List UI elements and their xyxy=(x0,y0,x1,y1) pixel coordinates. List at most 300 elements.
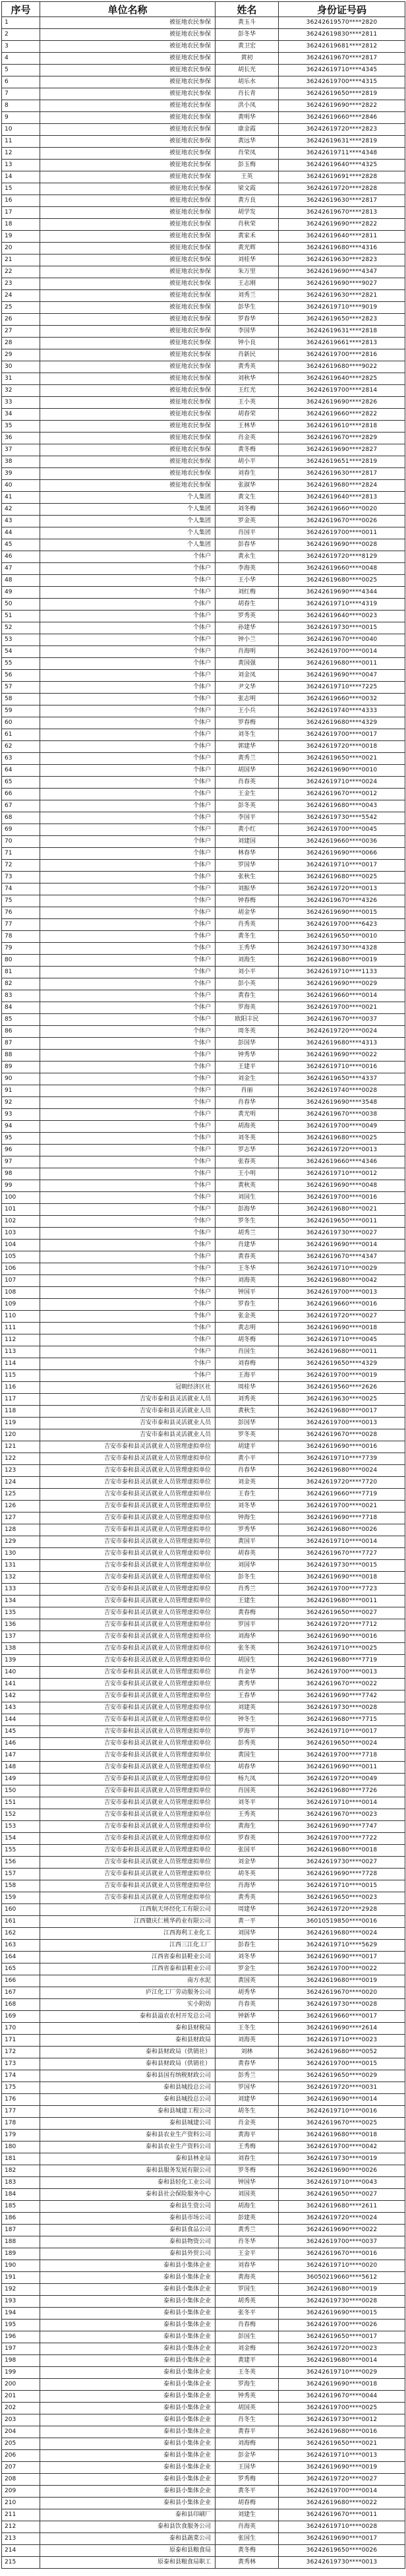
person-name: 黄玉斗 xyxy=(216,17,279,29)
person-name: 彭国华 xyxy=(216,1418,279,1429)
row-number: 169 xyxy=(2,2011,40,2023)
id-number: 36242619690****7747 xyxy=(279,1821,405,1833)
unit-name: 庐江化工厂劳动服务公司 xyxy=(40,1987,216,1999)
id-number: 36242619700****0042 xyxy=(279,2142,405,2153)
unit-name: 吉安市泰和县灵活就业人员 xyxy=(40,1429,216,1441)
table-row xyxy=(2,2165,405,2177)
row-number: 36 xyxy=(2,433,40,444)
id-number: 36242619690****0015 xyxy=(279,2308,405,2320)
row-number: 71 xyxy=(2,848,40,860)
unit-name: 被征地农民参保 xyxy=(40,29,216,41)
unit-name: 泰和县城投总公司 xyxy=(40,2094,216,2106)
table-row xyxy=(2,160,405,171)
row-number: 19 xyxy=(2,231,40,243)
id-number: 36242619631****2818 xyxy=(279,326,405,338)
person-name: 黄海平 xyxy=(216,2130,279,2142)
person-name: 罗国生 xyxy=(216,2284,279,2296)
unit-name: 个体户 xyxy=(40,1121,216,1133)
row-number: 176 xyxy=(2,2094,40,2106)
unit-name: 被征地农民参保 xyxy=(40,41,216,53)
id-number: 36242619630****2823 xyxy=(279,255,405,266)
unit-name: 个体户 xyxy=(40,1323,216,1334)
row-number: 157 xyxy=(2,1869,40,1880)
unit-name: 吉安市泰和县灵活就业人员管理虚拟单位 xyxy=(40,1892,216,1904)
person-name: 彭冬生 xyxy=(216,1572,279,1584)
person-name: 肖春英 xyxy=(216,1999,279,2011)
unit-name: 个人集团 xyxy=(40,516,216,527)
table-row xyxy=(2,326,405,338)
table-row xyxy=(2,65,405,76)
person-name: 胡春生 xyxy=(216,599,279,611)
table-row xyxy=(2,2486,405,2498)
id-number: 36242619670****0026 xyxy=(279,516,405,527)
table-header xyxy=(2,2,405,17)
table-row xyxy=(2,705,405,717)
id-number: 36242619710****0014 xyxy=(279,1536,405,1548)
unit-name: 江西三江化工厂 xyxy=(40,1940,216,1952)
person-name: 钟小良 xyxy=(216,338,279,349)
table-row xyxy=(2,2177,405,2189)
table-row xyxy=(2,2414,405,2426)
id-number: 36242619651****2819 xyxy=(279,456,405,468)
id-number: 36242619690****0016 xyxy=(279,1441,405,1453)
person-name: 钟冬生 xyxy=(216,1714,279,1726)
unit-name: 个体户 xyxy=(40,670,216,682)
row-number: 85 xyxy=(2,1014,40,1026)
row-number: 39 xyxy=(2,468,40,480)
id-number: 36242619690****2822 xyxy=(279,100,405,112)
row-number: 139 xyxy=(2,1655,40,1667)
id-number: 36242619680****0011 xyxy=(279,658,405,670)
row-number: 151 xyxy=(2,1797,40,1809)
table-row xyxy=(2,1429,405,1441)
person-name: 黄冬平 xyxy=(216,2486,279,2498)
row-number: 113 xyxy=(2,1346,40,1358)
unit-name: 泰和县小集体企业 xyxy=(40,2331,216,2343)
id-number: 36242619690****2826 xyxy=(279,397,405,409)
id-number: 36242619690****0022 xyxy=(279,1050,405,1062)
person-name: 肖海明 xyxy=(216,646,279,658)
person-name: 钟海生 xyxy=(216,1513,279,1524)
unit-name: 泰和县小集体企业 xyxy=(40,2343,216,2355)
id-number: 36242619710****7739 xyxy=(279,1453,405,1465)
id-number: 36242619650****4337 xyxy=(279,1073,405,1085)
unit-name: 吉安市泰和县灵活就业人员管理虚拟单位 xyxy=(40,1572,216,1584)
id-number: 36242619560****2626 xyxy=(279,1382,405,1394)
table-row xyxy=(2,943,405,955)
unit-name: 泰和县城建工程公司 xyxy=(40,2106,216,2118)
table-row xyxy=(2,1928,405,1940)
unit-name: 个体户 xyxy=(40,646,216,658)
person-name: 刘海英 xyxy=(216,1275,279,1287)
person-name: 钟秀华 xyxy=(216,1050,279,1062)
table-row xyxy=(2,1334,405,1346)
unit-name: 吉安市泰和县灵活就业人员管理虚拟单位 xyxy=(40,1750,216,1762)
table-row xyxy=(2,17,405,29)
person-name: 肖国英 xyxy=(216,1785,279,1797)
table-row xyxy=(2,907,405,919)
person-name: 肖荣凤 xyxy=(216,148,279,160)
row-number: 5 xyxy=(2,65,40,76)
id-number: 36242619660****0014 xyxy=(279,990,405,1002)
unit-name: 南方水泥 xyxy=(40,1975,216,1987)
id-number: 36242619710****0015 xyxy=(279,1880,405,1892)
table-row xyxy=(2,1536,405,1548)
table-row xyxy=(2,1691,405,1702)
unit-name: 被征地农民参保 xyxy=(40,338,216,349)
id-number: 36242619720****7720 xyxy=(279,1477,405,1489)
person-name: 黄春英 xyxy=(216,1251,279,1263)
id-number: 36242619660****2846 xyxy=(279,112,405,124)
row-number: 100 xyxy=(2,1192,40,1204)
person-name: 王春华 xyxy=(216,1691,279,1702)
unit-name: 被征地农民参保 xyxy=(40,88,216,100)
table-row xyxy=(2,136,405,148)
table-row xyxy=(2,290,405,302)
table-row xyxy=(2,1370,405,1382)
id-number: 36242619680****9022 xyxy=(279,361,405,373)
id-number: 36242619830****2811 xyxy=(279,29,405,41)
person-name: 黄秋英 xyxy=(216,1180,279,1192)
row-number: 198 xyxy=(2,2355,40,2367)
table-row xyxy=(2,76,405,88)
id-number: 36242619650****0027 xyxy=(279,1607,405,1619)
header-no: 序号 xyxy=(2,2,40,17)
person-name: 朱万里 xyxy=(216,266,279,278)
row-number: 18 xyxy=(2,219,40,231)
id-number: 36242619650****0017 xyxy=(279,2331,405,2343)
row-number: 155 xyxy=(2,1845,40,1857)
person-name: 罗秀梅 xyxy=(216,2474,279,2486)
table-row xyxy=(2,2308,405,2320)
unit-name: 个体户 xyxy=(40,919,216,931)
row-number: 125 xyxy=(2,1489,40,1501)
unit-name: 吉安市泰和县灵活就业人员管理虚拟单位 xyxy=(40,1845,216,1857)
unit-name: 被征地农民参保 xyxy=(40,243,216,255)
id-number: 36242619710****5629 xyxy=(279,1940,405,1952)
person-name: 刘小平 xyxy=(216,967,279,978)
id-number: 36242619730****0027 xyxy=(279,1857,405,1869)
person-name: 胡建平 xyxy=(216,1441,279,1453)
id-number: 36242619720****8129 xyxy=(279,551,405,563)
table-row xyxy=(2,694,405,705)
unit-name: 泰和县蔬菜公司 xyxy=(40,2533,216,2545)
unit-name: 个体户 xyxy=(40,753,216,765)
person-name: 刘桂华 xyxy=(216,255,279,266)
unit-name: 吉安市泰和县灵活就业人员管理虚拟单位 xyxy=(40,1655,216,1667)
unit-name: 吉安市泰和县灵活就业人员管理虚拟单位 xyxy=(40,1821,216,1833)
id-number: 36242619690****7742 xyxy=(279,1691,405,1702)
id-number: 36242619700****0011 xyxy=(279,527,405,539)
row-number: 31 xyxy=(2,373,40,385)
person-name: 刘冬生 xyxy=(216,729,279,741)
unit-name: 个体户 xyxy=(40,1240,216,1251)
table-row xyxy=(2,2533,405,2545)
id-number: 36050219660****5612 xyxy=(279,2272,405,2284)
person-name: 胡冬英 xyxy=(216,1869,279,1880)
unit-name: 吉安市泰和县灵活就业人员管理虚拟单位 xyxy=(40,1691,216,1702)
table-row xyxy=(2,2355,405,2367)
person-name: 刘海英 xyxy=(216,2035,279,2047)
person-name: 刘春华 xyxy=(216,2260,279,2272)
row-number: 153 xyxy=(2,1821,40,1833)
row-number: 40 xyxy=(2,480,40,492)
person-name: 刘金华 xyxy=(216,1857,279,1869)
row-number: 86 xyxy=(2,1026,40,1038)
row-number: 152 xyxy=(2,1809,40,1821)
id-number: 36242619690****7728 xyxy=(279,1869,405,1880)
unit-name: 个体户 xyxy=(40,860,216,872)
person-name: 王海平 xyxy=(216,1370,279,1382)
person-name: 刘秀兰 xyxy=(216,290,279,302)
unit-name: 被征地农民参保 xyxy=(40,409,216,421)
id-number: 36242619681****2812 xyxy=(279,41,405,53)
person-name: 黄秀华 xyxy=(216,1679,279,1691)
id-number: 36242619640****2811 xyxy=(279,231,405,243)
id-number: 36242619640****0023 xyxy=(279,611,405,622)
person-name: 胡春荣 xyxy=(216,409,279,421)
table-row xyxy=(2,1216,405,1228)
row-number: 126 xyxy=(2,1501,40,1513)
row-number: 67 xyxy=(2,800,40,812)
row-number: 26 xyxy=(2,314,40,326)
id-number: 36242619690****0014 xyxy=(279,1240,405,1251)
unit-name: 个体户 xyxy=(40,575,216,587)
row-number: 93 xyxy=(2,1109,40,1121)
id-number: 36242619730****0028 xyxy=(279,1702,405,1714)
id-number: 36242619680****0019 xyxy=(279,2284,405,2296)
unit-name: 个体户 xyxy=(40,622,216,634)
id-number: 36242619690****3548 xyxy=(279,1097,405,1109)
id-number: 36242619670****0044 xyxy=(279,2391,405,2403)
row-number: 63 xyxy=(2,753,40,765)
unit-name: 吉安市泰和县灵活就业人员管理虚拟单位 xyxy=(40,1785,216,1797)
unit-name: 吉安市泰和县灵活就业人员管理虚拟单位 xyxy=(40,1560,216,1572)
table-row xyxy=(2,2106,405,2118)
unit-name: 个体户 xyxy=(40,884,216,895)
person-name: 黄光明 xyxy=(216,1109,279,1121)
id-number: 36242619740****0028 xyxy=(279,1085,405,1097)
row-number: 61 xyxy=(2,729,40,741)
person-name: 黄永生 xyxy=(216,551,279,563)
person-name: 王志刚 xyxy=(216,278,279,290)
row-number: 190 xyxy=(2,2260,40,2272)
table-row xyxy=(2,2260,405,2272)
id-number: 36242619680****2824 xyxy=(279,480,405,492)
table-row xyxy=(2,349,405,361)
unit-name: 吉安市泰和县灵活就业人员管理虚拟单位 xyxy=(40,1584,216,1596)
row-number: 78 xyxy=(2,931,40,943)
table-row xyxy=(2,112,405,124)
unit-name: 被征地农民参保 xyxy=(40,195,216,207)
table-row xyxy=(2,824,405,836)
id-number: 36242619700****0026 xyxy=(279,2320,405,2331)
unit-name: 被征地农民参保 xyxy=(40,361,216,373)
row-number: 182 xyxy=(2,2165,40,2177)
id-number: 36242619690****2822 xyxy=(279,219,405,231)
unit-name: 吉安市泰和县灵活就业人员管理虚拟单位 xyxy=(40,1513,216,1524)
unit-name: 被征地农民参保 xyxy=(40,302,216,314)
id-number: 36242619680****0014 xyxy=(279,2355,405,2367)
person-name: 彭华生 xyxy=(216,302,279,314)
row-number: 32 xyxy=(2,385,40,397)
row-number: 206 xyxy=(2,2450,40,2462)
table-row xyxy=(2,919,405,931)
unit-name: 吉安市泰和县灵活就业人员管理虚拟单位 xyxy=(40,1489,216,1501)
unit-name: 个体户 xyxy=(40,694,216,705)
person-name: 肖秀兰 xyxy=(216,1584,279,1596)
person-name: 罗春梅 xyxy=(216,717,279,729)
person-name: 刘林 xyxy=(216,2047,279,2058)
row-number: 197 xyxy=(2,2343,40,2355)
person-name: 钟秀英 xyxy=(216,2391,279,2403)
id-number: 36242619570****2820 xyxy=(279,17,405,29)
person-name: 张金英 xyxy=(216,1311,279,1323)
person-name: 罗金英 xyxy=(216,516,279,527)
id-number: 36242619650****0024 xyxy=(279,1738,405,1750)
row-number: 117 xyxy=(2,1394,40,1406)
row-number: 44 xyxy=(2,527,40,539)
table-row xyxy=(2,2153,405,2165)
id-number: 36242619690****0014 xyxy=(279,2094,405,2106)
id-number: 36242619680****0021 xyxy=(279,1204,405,1216)
person-name: 肖秀英 xyxy=(216,919,279,931)
person-name: 胡乐水 xyxy=(216,76,279,88)
unit-name: 吉安市泰和县灵活就业人员管理虚拟单位 xyxy=(40,1809,216,1821)
row-number: 15 xyxy=(2,183,40,195)
row-number: 214 xyxy=(2,2545,40,2557)
table-row xyxy=(2,884,405,895)
id-number: 36242619720****0013 xyxy=(279,884,405,895)
table-row xyxy=(2,373,405,385)
person-name: 王国华 xyxy=(216,2462,279,2474)
id-number: 36242619710****0029 xyxy=(279,1263,405,1275)
person-name: 黄海生 xyxy=(216,1821,279,1833)
header-row xyxy=(2,2,405,17)
unit-name: 原泰和县粮食局 xyxy=(40,2545,216,2557)
person-name: 黄明华 xyxy=(216,112,279,124)
table-row xyxy=(2,1014,405,1026)
table-row xyxy=(2,634,405,646)
id-number: 36242619660****4346 xyxy=(279,1156,405,1168)
row-number: 131 xyxy=(2,1560,40,1572)
person-name: 刘建生 xyxy=(216,2509,279,2521)
id-number: 36242619680****0019 xyxy=(279,955,405,967)
unit-name: 江西省泰和县鞋业公司 xyxy=(40,1963,216,1975)
person-name: 刘海梅 xyxy=(216,2438,279,2450)
row-number: 207 xyxy=(2,2462,40,2474)
person-name: 胡国生 xyxy=(216,1655,279,1667)
unit-name: 个人集团 xyxy=(40,539,216,551)
id-number: 36242619650****0026 xyxy=(279,2545,405,2557)
person-name: 黄秋生 xyxy=(216,1406,279,1418)
table-row xyxy=(2,2094,405,2106)
person-name: 张志明 xyxy=(216,694,279,705)
table-row xyxy=(2,1145,405,1156)
table-row xyxy=(2,302,405,314)
id-number: 36242619670****0023 xyxy=(279,1809,405,1821)
table-row xyxy=(2,990,405,1002)
table-row xyxy=(2,2284,405,2296)
id-number: 36242619680****0025 xyxy=(279,575,405,587)
person-name: 王小华 xyxy=(216,575,279,587)
id-number: 36242619710****0013 xyxy=(279,2450,405,2462)
table-row xyxy=(2,1073,405,1085)
id-number: 36242619690****0018 xyxy=(279,1323,405,1334)
table-row xyxy=(2,1631,405,1643)
row-number: 88 xyxy=(2,1050,40,1062)
unit-name: 泰和县轻化工业公司 xyxy=(40,2177,216,2189)
unit-name: 泰和县外贸公司 xyxy=(40,2248,216,2260)
table-row xyxy=(2,848,405,860)
id-number: 36242619650****0029 xyxy=(279,2070,405,2082)
unit-name: 泰和县小集体企业 xyxy=(40,2260,216,2272)
id-number: 36242619720****0049 xyxy=(279,1774,405,1785)
unit-name: 被征地农民参保 xyxy=(40,76,216,88)
table-row xyxy=(2,527,405,539)
row-number: 10 xyxy=(2,124,40,136)
id-number: 36242619740****4333 xyxy=(279,705,405,717)
row-number: 6 xyxy=(2,76,40,88)
unit-name: 个体户 xyxy=(40,943,216,955)
table-row xyxy=(2,2462,405,2474)
unit-name: 被征地农民参保 xyxy=(40,183,216,195)
table-row xyxy=(2,207,405,219)
row-number: 77 xyxy=(2,919,40,931)
id-number: 36242619670****0025 xyxy=(279,2118,405,2130)
table-row xyxy=(2,183,405,195)
person-name: 钟小兰 xyxy=(216,634,279,646)
row-number: 203 xyxy=(2,2414,40,2426)
row-number: 168 xyxy=(2,1999,40,2011)
id-number: 36242619710****0029 xyxy=(279,2367,405,2379)
id-number: 36242619650****0021 xyxy=(279,2438,405,2450)
id-number: 36242619650****2819 xyxy=(279,88,405,100)
table-row xyxy=(2,2450,405,2462)
table-row xyxy=(2,2509,405,2521)
id-number: 36242619680****0025 xyxy=(279,872,405,884)
unit-name: 个体户 xyxy=(40,1192,216,1204)
table-row xyxy=(2,717,405,729)
table-row xyxy=(2,1714,405,1726)
row-number: 186 xyxy=(2,2213,40,2225)
person-name: 刘国英 xyxy=(216,2189,279,2201)
id-number: 36242619680****0022 xyxy=(279,2498,405,2509)
row-number: 178 xyxy=(2,2118,40,2130)
id-number: 36242619660****0020 xyxy=(279,504,405,516)
unit-name: 泰和县小集体企业 xyxy=(40,2367,216,2379)
row-number: 14 xyxy=(2,171,40,183)
id-number: 36242619700****7722 xyxy=(279,1833,405,1845)
row-number: 106 xyxy=(2,1263,40,1275)
person-name: 周建华 xyxy=(216,1904,279,1916)
id-number: 36242619660****2822 xyxy=(279,409,405,421)
table-row xyxy=(2,1180,405,1192)
table-row xyxy=(2,314,405,326)
row-number: 72 xyxy=(2,860,40,872)
id-number: 36242619720****0027 xyxy=(279,1311,405,1323)
person-name: 黄远华 xyxy=(216,136,279,148)
row-number: 25 xyxy=(2,302,40,314)
table-row xyxy=(2,397,405,409)
unit-name: 泰和县小集体企业 xyxy=(40,2462,216,2474)
row-number: 192 xyxy=(2,2284,40,2296)
id-number: 36242619700****2816 xyxy=(279,349,405,361)
person-name: 黄冬梅 xyxy=(216,444,279,456)
unit-name: 泰和县财政局（供销社） xyxy=(40,2058,216,2070)
person-name: 尹文华 xyxy=(216,682,279,694)
table-row xyxy=(2,741,405,753)
